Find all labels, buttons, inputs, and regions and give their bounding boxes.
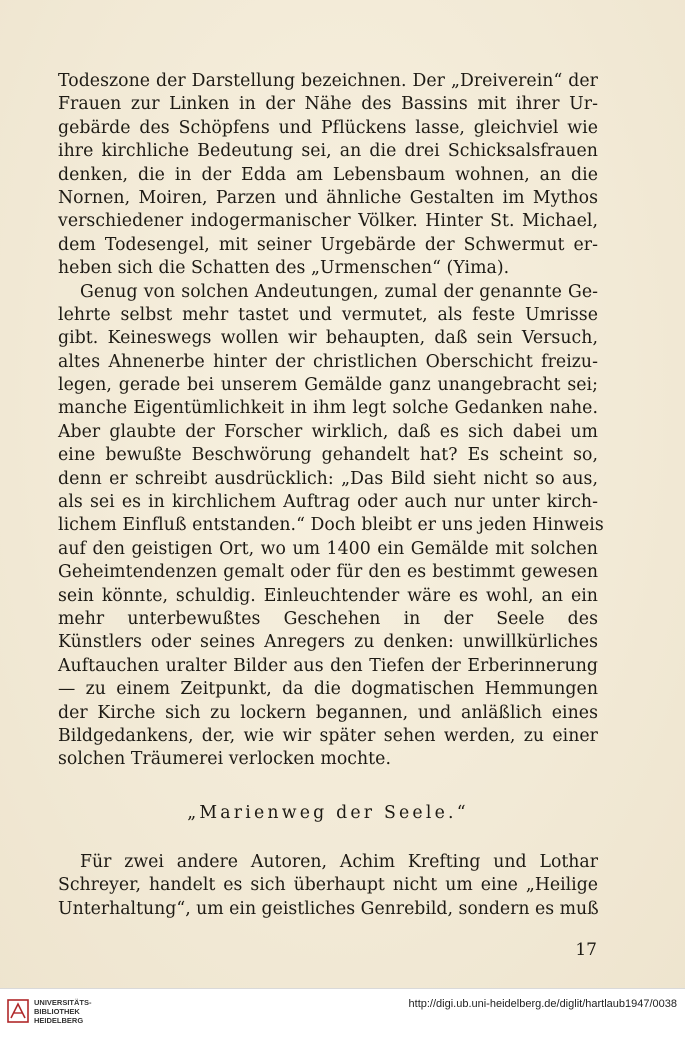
text-line: lichem Einfluß entstanden.“ Doch bleibt er uns jeden Hinweis — [58, 515, 604, 536]
library-name-line: HEIDELBERG — [34, 1016, 84, 1025]
text-line: heben sich die Schatten des „Urmenschen“ (Yima). — [58, 258, 510, 279]
text-line: ihre kirchliche Bedeutung sei, an die drei Schicksalsfrauen — [58, 141, 598, 162]
text-line-spaced: mehr unterbewußtes Geschehen in der Seele des — [58, 608, 598, 629]
paragraph-3 — [58, 851, 598, 921]
text-line: legen, gerade bei unserem Gemälde ganz unangebracht sei; — [58, 375, 598, 396]
text-line: Unterhaltung“, um ein geistliches Genrebild, sondern es muß — [58, 898, 599, 919]
text-line: als sei es in kirchlichem Auftrag oder auch nur unter kirch- — [58, 492, 598, 513]
text-line: Künstlers oder seines Anregers zu denken: unwillkürliches — [58, 632, 598, 653]
text-line: Auftauchen uralter Bilder aus den Tiefen der Erberinnerung — [58, 655, 598, 676]
paragraph-1 — [58, 70, 598, 281]
body-text — [58, 70, 604, 772]
page-number: 17 — [575, 940, 597, 960]
text-line: Bildgedankens, der, wie wir später sehen werden, zu einer — [58, 725, 598, 746]
viewer-footer — [0, 988, 685, 1037]
text-line: Schreyer, handelt es sich überhaupt nicht um eine „Heilige — [58, 875, 598, 896]
text-line: lehrte selbst mehr tastet und vermutet, als feste Umrisse — [58, 304, 598, 325]
text-line: Genug von solchen Andeutungen, zumal der genannte Ge- — [80, 281, 598, 302]
text-line: Frauen zur Linken in der Nähe des Bassins mit ihrer Ur- — [58, 94, 598, 115]
text-line: altes Ahnenerbe hinter der christlichen Oberschicht freizu- — [58, 351, 598, 372]
section-heading: „Marienweg der Seele.“ — [187, 803, 469, 823]
text-line: auf den geistigen Ort, wo um 1400 ein Gemälde mit solchen — [58, 538, 598, 559]
text-line: eine bewußte Beschwörung gehandelt hat? Es scheint so, — [58, 445, 598, 466]
library-logo-icon[interactable] — [6, 996, 30, 1026]
text-line: verschiedener indogermanischer Völker. Hinter St. Michael, — [58, 211, 598, 232]
library-name — [34, 998, 92, 1025]
text-line: gebärde des Schöpfens und Pflückens lasse, gleichviel wie — [58, 117, 598, 138]
paragraph-2 — [58, 281, 604, 772]
text-line: denken, die in der Edda am Lebensbaum wohnen, an die — [58, 164, 598, 185]
text-line: Nornen, Moiren, Parzen und ähnliche Gestalten im Mythos — [58, 187, 598, 208]
text-line: Geheimtendenzen gemalt oder für den es bestimmt gewesen — [58, 562, 598, 583]
text-line: — zu einem Zeitpunkt, da die dogmatischen Hemmungen — [58, 679, 598, 700]
text-line: sein könnte, schuldig. Einleuchtender wäre es wohl, an ein — [58, 585, 598, 606]
text-line: solchen Träumerei verlocken mochte. — [58, 749, 391, 770]
text-line: dem Todesengel, mit seiner Urgebärde der Schwermut er- — [58, 234, 598, 255]
text-line: Todeszone der Darstellung bezeichnen. Der „Dreiverein“ der — [58, 71, 598, 91]
library-name-line: UNIVERSITÄTS- — [34, 998, 92, 1007]
text-line: Aber glaubte der Forscher wirklich, daß es sich dabei um — [58, 421, 598, 442]
text-line: manche Eigentümlichkeit in ihm legt solche Gedanken nahe. — [58, 398, 598, 419]
text-line: der Kirche sich zu lockern begannen, und anläßlich eines — [58, 702, 598, 723]
permalink-url[interactable]: http://digi.ub.uni-heidelberg.de/diglit/hartlaub1947/0038 — [408, 998, 677, 1010]
text-line: Für zwei andere Autoren, Achim Krefting und Lothar — [80, 852, 598, 872]
text-line: denn er schreibt ausdrücklich: „Das Bild sieht nicht so aus, — [58, 468, 598, 489]
text-line: gibt. Keineswegs wollen wir behaupten, daß sein Versuch, — [58, 328, 598, 349]
library-name-line: BIBLIOTHEK — [34, 1007, 80, 1016]
